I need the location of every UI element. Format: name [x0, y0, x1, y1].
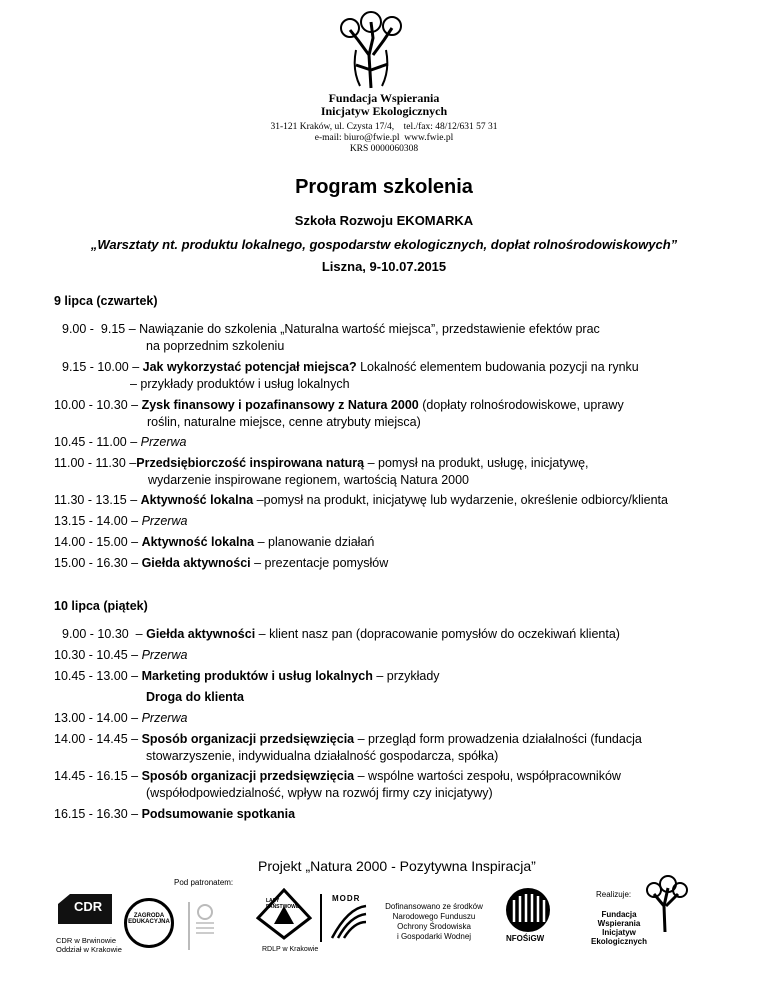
- schedule-time: 9.00 - 9.15 –: [62, 322, 140, 336]
- foundation-footer-name: [584, 910, 654, 946]
- fund-line1: Fundacja: [601, 910, 637, 919]
- ministry-logo: [188, 902, 226, 950]
- rdlp-caption: RDLP w Krakowie: [262, 946, 319, 953]
- cdr-logo-text: CDR: [74, 899, 103, 914]
- session-title: Aktywność lokalna: [140, 493, 254, 507]
- session-title: Zysk finansowy i pozafinansowy z Natura 2000: [141, 398, 419, 412]
- break-label: Przerwa: [141, 648, 188, 662]
- schedule-row: [54, 455, 589, 472]
- session-description: (dopłaty rolnośrodowiskowe, uprawy: [418, 398, 624, 412]
- schedule-row: [54, 555, 388, 572]
- nfosigw-logo: [500, 886, 556, 942]
- schedule-row: [54, 397, 624, 414]
- address-line1: 31-121 Kraków, ul. Czysta 17/4, tel./fax: 48/12/631 57 31: [270, 122, 498, 132]
- schedule-row: [54, 768, 621, 785]
- org-name-line1: Fundacja Wspierania: [328, 91, 440, 105]
- day1-label: 9 lipca (czwartek): [54, 294, 158, 308]
- session-title: Giełda aktywności: [146, 627, 256, 641]
- cofinancing-line3: Ochrony Środowiska: [397, 922, 471, 931]
- org-address: [0, 122, 768, 155]
- zagroda-logo: [124, 898, 174, 948]
- session-description: Nawiązanie do szkolenia „Naturalna wartość miejsca”, przedstawienie efektów prac: [139, 322, 600, 336]
- cofinancing-line4: i Gospodarki Wodnej: [396, 932, 472, 941]
- session-description-continued: (współodpowiedzialność, wpływ na rozwój firmy czy inicjatywy): [146, 786, 493, 800]
- schedule-row: [54, 731, 642, 748]
- patronage-label: Pod patronatem:: [174, 878, 234, 887]
- cdr-caption-1: CDR w Brwinowie: [56, 936, 117, 945]
- nfosigw-text: NFOŚiGW: [506, 934, 545, 943]
- schedule-time: 15.00 - 16.30 –: [54, 556, 142, 570]
- session-description: – planowanie działań: [254, 535, 375, 549]
- schedule-row: [54, 434, 186, 451]
- session-title: Marketing produktów i usług lokalnych: [141, 669, 373, 683]
- schedule-time: 14.45 - 16.15 –: [54, 769, 142, 783]
- schedule-row: [54, 647, 187, 664]
- fund-line3: Inicjatyw: [602, 928, 636, 937]
- session-description-continued: roślin, naturalne miejsce, cenne atrybuty miejsca): [147, 415, 421, 429]
- session-title-continued: Droga do klienta: [146, 690, 244, 704]
- schedule-row: [54, 492, 668, 509]
- realizes-label: Realizuje:: [596, 890, 632, 899]
- session-title: Podsumowanie spotkania: [141, 807, 296, 821]
- modr-text: MODR: [332, 894, 361, 903]
- schedule-row: [54, 513, 187, 530]
- schedule-time: 14.00 - 15.00 –: [54, 535, 142, 549]
- schedule-time: 11.30 - 13.15 –: [54, 493, 141, 507]
- session-description: Lokalność elementem budowania pozycji na rynku: [356, 360, 639, 374]
- session-description-continued: stowarzyszenie, indywidualna działalność gospodarcza, spółka): [146, 749, 499, 763]
- session-description: – przegląd form prowadzenia działalności (fundacja: [354, 732, 642, 746]
- schedule-time: 10.00 - 10.30 –: [54, 398, 142, 412]
- session-title: Przedsiębiorczość inspirowana naturą: [136, 456, 365, 470]
- session-description: – klient nasz pan (dopracowanie pomysłów do oczekiwań klienta): [255, 627, 620, 641]
- session-description: –pomysł na produkt, inicjatywę lub wydarzenie, określenie odbiorcy/klienta: [253, 493, 668, 507]
- schedule-time: 11.00 - 11.30 –: [54, 456, 137, 470]
- fund-line4: Ekologicznych: [590, 937, 647, 946]
- session-description: – pomysł na produkt, usługę, inicjatywę,: [364, 456, 589, 470]
- schedule-time: 10.45 - 13.00 –: [54, 669, 142, 683]
- schedule-row: [54, 806, 295, 823]
- schedule-row: [54, 534, 374, 551]
- foundation-tree-logo: [336, 10, 406, 90]
- lasy-panstwowe-logo: [256, 888, 312, 940]
- day2-label: 10 lipca (piątek): [54, 599, 148, 613]
- footer: [0, 850, 768, 994]
- zagroda-logo-line2: EDUKACYJNA: [128, 919, 170, 925]
- session-title: Aktywność lokalna: [141, 535, 255, 549]
- org-name: [0, 92, 768, 118]
- session-title: Giełda aktywności: [141, 556, 251, 570]
- break-label: Przerwa: [141, 514, 188, 528]
- schedule-time: 10.45 - 11.00 –: [54, 435, 141, 449]
- schedule-time: 10.30 - 10.45 –: [54, 648, 142, 662]
- session-description-continued: wydarzenie inspirowane regionem, wartością Natura 2000: [148, 473, 470, 487]
- schedule-row: [54, 710, 187, 727]
- modr-logo: [320, 894, 370, 942]
- schedule-time: 13.00 - 14.00 –: [54, 711, 142, 725]
- schedule-time: 9.00 - 10.30 –: [62, 627, 147, 641]
- schedule-time: 13.15 - 14.00 –: [54, 514, 142, 528]
- session-title: Jak wykorzystać potencjał miejsca?: [142, 360, 357, 374]
- address-line3: KRS 0000060308: [349, 144, 419, 154]
- schedule-row: [62, 626, 620, 643]
- break-label: Przerwa: [141, 711, 188, 725]
- cofinancing-text: [384, 902, 484, 942]
- cdr-caption-2: Oddział w Krakowie: [56, 945, 122, 954]
- session-title: Sposób organizacji przedsięwzięcia: [141, 732, 355, 746]
- cdr-logo: [56, 892, 114, 932]
- session-description: – wspólne wartości zespołu, współpracowników: [354, 769, 621, 783]
- project-title: Projekt „Natura 2000 - Pozytywna Inspiracja”: [258, 858, 536, 874]
- lasy-logo-text: LASY PAŃSTWOWE: [266, 898, 300, 910]
- page-title: Program szkolenia: [295, 176, 473, 198]
- address-line2: e-mail: biuro@fwie.pl www.fwie.pl: [314, 133, 454, 143]
- schedule-time: 16.15 - 16.30 –: [54, 807, 142, 821]
- session-description-continued: na poprzednim szkoleniu: [146, 339, 285, 353]
- break-label: Przerwa: [140, 435, 187, 449]
- zagroda-logo-line1: ZAGRODA: [133, 913, 165, 919]
- schedule-row: [62, 359, 639, 376]
- place-date: Liszna, 9-10.07.2015: [321, 259, 447, 274]
- schedule-row: [54, 668, 440, 685]
- schedule-time: 14.00 - 14.45 –: [54, 732, 142, 746]
- session-description: – przykłady: [372, 669, 440, 683]
- cofinancing-line2: Narodowego Funduszu: [392, 912, 476, 921]
- schedule-time: 9.15 - 10.00 –: [62, 360, 143, 374]
- session-title: Sposób organizacji przedsięwzięcia: [141, 769, 355, 783]
- fund-line2: Wspierania: [597, 919, 641, 928]
- workshop-title: „Warsztaty nt. produktu lokalnego, gospodarstw ekologicznych, dopłat rolnośrodowiskowych”: [90, 237, 678, 252]
- session-description-continued: – przykłady produktów i usług lokalnych: [130, 377, 350, 391]
- org-name-line2: Inicjatyw Ekologicznych: [320, 104, 448, 118]
- schedule-row: [62, 321, 600, 338]
- school-name: Szkoła Rozwoju EKOMARKA: [294, 213, 474, 228]
- session-description: – prezentacje pomysłów: [250, 556, 389, 570]
- cofinancing-line1: Dofinansowano ze środków: [385, 902, 483, 911]
